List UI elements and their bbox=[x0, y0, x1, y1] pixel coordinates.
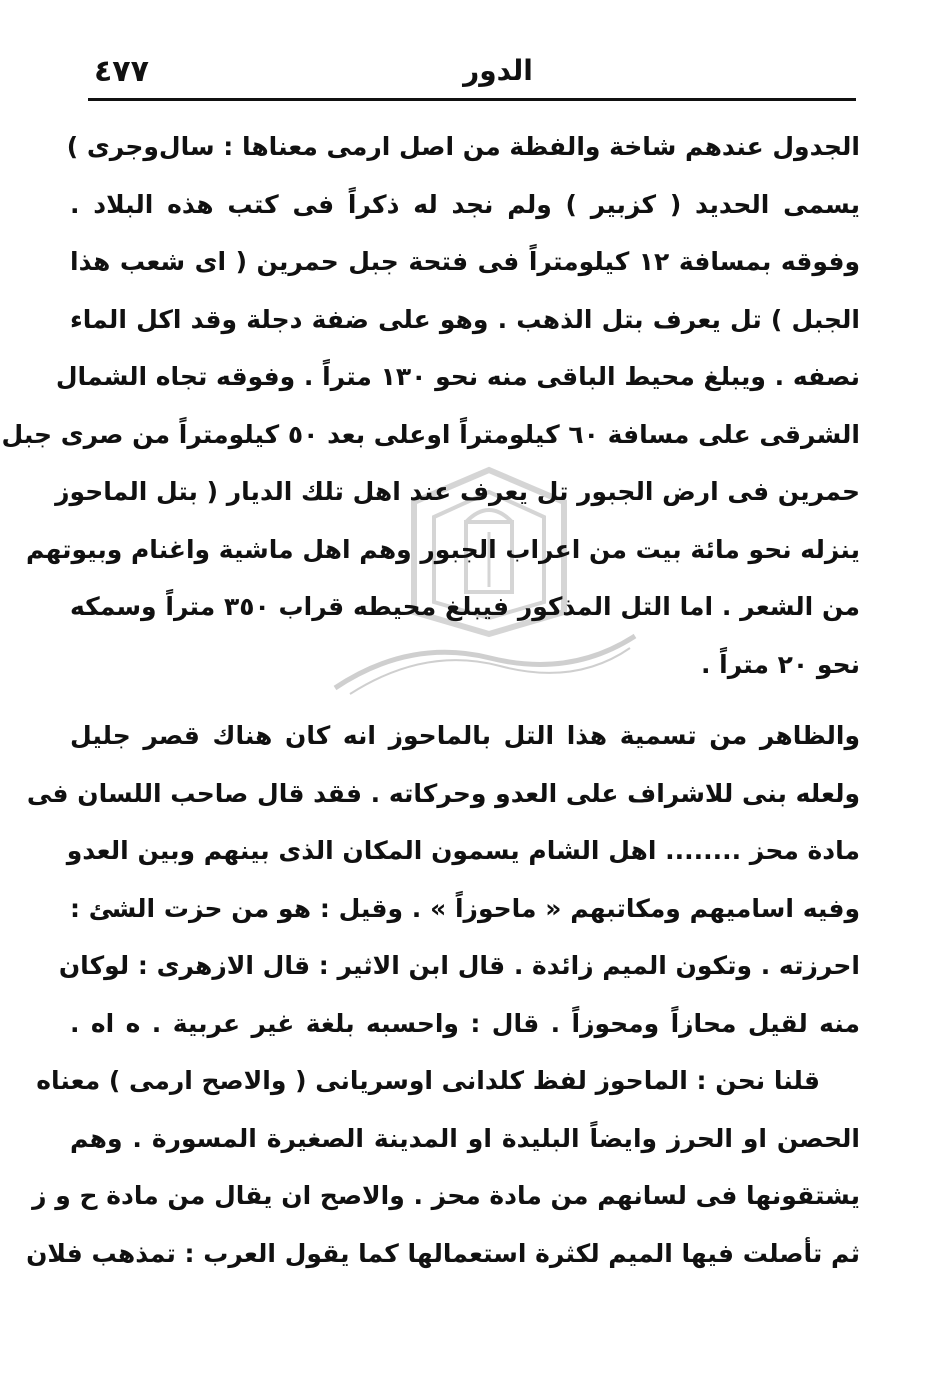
text-line: يسمى الحديد ( كزبير ) ولم نجد له ذكراً فى كتب هذه البلاد . bbox=[70, 189, 860, 219]
body-text bbox=[1, 118, 860, 1282]
paragraph-gap bbox=[70, 693, 860, 707]
text-line: الشرقى على مسافة ٦٠ كيلومتراً اوعلى بعد ٥٠ كيلومتراً من صرى جبل bbox=[1, 419, 860, 449]
text-line: وفيه اساميهم ومكاتبهم « ماحوزاً » . وقيل : هو من حزت الشئ : bbox=[70, 893, 860, 923]
page-header bbox=[88, 52, 856, 96]
text-line: نصفه . ويبلغ محيط الباقى منه نحو ١٣٠ متراً . وفوقه تجاه الشمال bbox=[55, 362, 860, 391]
text-line: يشتقونها فى لسانهم من مادة محز . والاصح ان يقال من مادة ح و ز bbox=[32, 1181, 860, 1210]
text-line: وفوقه بمسافة ١٢ كيلومتراً فى فتحة جبل حمرين ( اى شعب هذا bbox=[70, 247, 860, 276]
text-line: من الشعر . اما التل المذكور فيبلغ محيطه قراب ٣٥٠ متراً وسمكه bbox=[70, 592, 860, 621]
running-title: الدور bbox=[463, 54, 533, 87]
header-rule bbox=[88, 98, 856, 101]
text-line: ينزله نحو مائة بيت من اعراب الجبور وهم اهل ماشية واغنام وبيوتهم bbox=[25, 534, 860, 564]
text-line: نحو ٢٠ متراً . bbox=[700, 649, 860, 679]
text-line: حمرين فى ارض الجبور تل يعرف عند اهل تلك الديار ( بتل الماحوز bbox=[55, 477, 860, 506]
text-line: الحصن او الحرز وايضاً البليدة او المدينة الصغيرة المسورة . وهم bbox=[70, 1123, 860, 1153]
text-line: ولعله بنى للاشراف على العدو وحركاته . فقد قال صاحب اللسان فى bbox=[26, 778, 860, 808]
text-line: الجدول عندهم شاخة والفظة من اصل ارمى معناها : سال‌وجرى ) bbox=[66, 132, 860, 161]
text-line: الجبل ) تل يعرف بتل الذهب . وهو على ضفة دجلة وقد اكل الماء bbox=[70, 304, 860, 334]
text-line: قلنا نحن : الماحوز لفظ كلدانى اوسريانى ( والاصح ارمى ) معناه bbox=[36, 1066, 820, 1095]
page-number: ٤٧٧ bbox=[94, 54, 149, 89]
text-line: احرزته . وتكون الميم زائدة . قال ابن الاثير : قال الازهرى : لوكان bbox=[58, 951, 860, 980]
text-line: مادة محز ........ اهل الشام يسمون المكان الذى بينهم وبين العدو bbox=[66, 836, 860, 865]
text-line: ثم تأصلت فيها الميم لكثرة استعمالها كما يقول العرب : تمذهب فلان bbox=[26, 1238, 860, 1268]
text-line: والظاهر من تسمية هذا التل بالماحوز انه كان هناك قصر جليل bbox=[70, 721, 860, 750]
text-line: منه لقيل محازاً ومحوزاً . قال : واحسبه بلغة غير عربية . ه اه . bbox=[70, 1008, 860, 1038]
